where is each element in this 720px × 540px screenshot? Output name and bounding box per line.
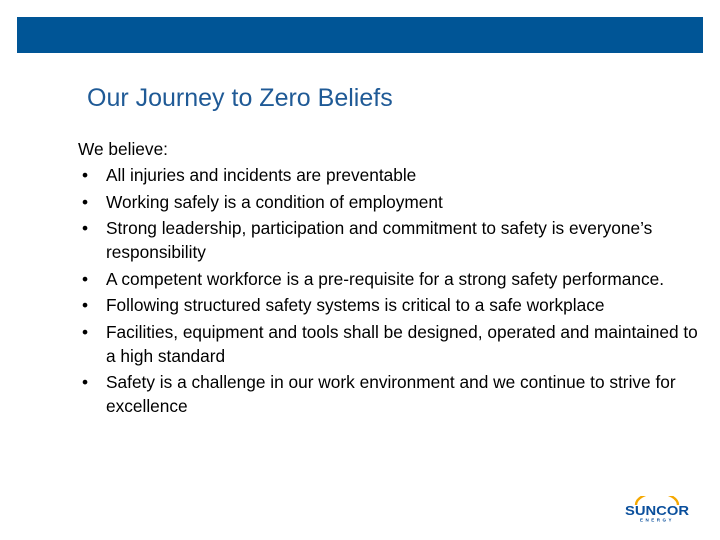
- list-item-text: Safety is a challenge in our work environment and we continue to strive for excellence: [106, 372, 676, 416]
- slide-title: Our Journey to Zero Beliefs: [87, 84, 393, 112]
- list-item-text: A competent workforce is a pre-requisite for a strong safety performance.: [106, 268, 665, 289]
- bullet-icon: •: [82, 372, 89, 392]
- bullet-icon: •: [82, 218, 89, 238]
- list-item: [78, 370, 698, 418]
- list-item-text: Working safely is a condition of employment: [106, 191, 443, 212]
- list-item: [78, 320, 698, 368]
- suncor-logo: [622, 496, 692, 522]
- intro-text: We believe:: [78, 139, 168, 159]
- list-item-text: Facilities, equipment and tools shall be designed, operated and maintained to a high standard: [106, 321, 698, 366]
- list-item-text: All injuries and incidents are preventable: [106, 165, 417, 185]
- list-item-text: Strong leadership, participation and commitment to safety is everyone’s responsibility: [106, 218, 653, 262]
- beliefs-list: [78, 163, 698, 418]
- bullet-icon: •: [82, 165, 89, 185]
- list-item: [78, 190, 698, 214]
- bullet-icon: •: [82, 295, 89, 315]
- list-item: [78, 163, 698, 187]
- list-item: [78, 267, 698, 291]
- list-item-text: Following structured safety systems is critical to a safe workplace: [106, 295, 605, 315]
- bullet-icon: •: [82, 191, 89, 212]
- logo-wordmark: SUNCOR: [625, 504, 689, 518]
- list-item: [78, 293, 698, 317]
- slide-body: [78, 137, 698, 421]
- header-bar: [17, 17, 703, 53]
- bullet-icon: •: [82, 321, 89, 342]
- list-item: [78, 216, 698, 264]
- bullet-icon: •: [82, 268, 89, 289]
- logo-tagline: ENERGY: [639, 517, 675, 522]
